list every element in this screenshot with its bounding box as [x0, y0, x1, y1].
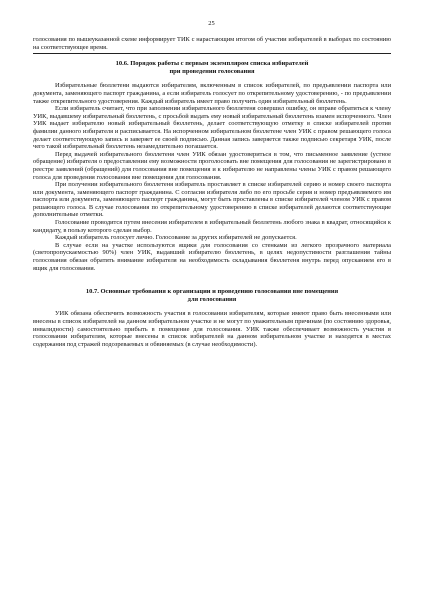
- section-10-6-paragraph: Избирательные бюллетени выдаются избирателям, включенным в список избирателей, по предъявлении паспорта или документа, заменяющего паспорт гражданина, а если избиратель голосует по открепительному удостоверению, - по предъявлении также открепительного удостоверения. Каждый избиратель имеет право получить один избирательный бюллетень.: [33, 82, 391, 105]
- section-10-6-paragraph: Голосование проводится путем внесения избирателем в избирательный бюллетень любого знака в квадрат, относящийся к кандидату, в пользу которого сделан выбор.: [33, 219, 391, 234]
- section-10-6-paragraph: В случае если на участке используются ящики для голосования со стенками из легкого прозрачного материала (светопропускаемостью 90%) член УИК, выдавший избирателю бюллетень, в целях недопустимости разглашения тайны голосования обязан обратить внимание избирателя на необходимость складывания бюллетеня внутрь перед опусканием его в ящик для голосования.: [33, 241, 391, 272]
- section-10-6-paragraph: Перед выдачей избирательного бюллетеня член УИК обязан удостовериться в том, что письменное заявление (устное обращение) избирателя о предоставлении ему возможности проголосовать вне помещения для голосования не зарегистрировано в реестре заявлений (обращений) для голосования вне помещения и к избирателю не направлены члены УИК с правом решающего голоса для проведения голосования вне помещения для голосования.: [33, 150, 391, 181]
- section-10-6-heading-line1: 10.6. Порядок работы с первым экземпляром списка избирателей: [115, 60, 309, 68]
- section-10-6-paragraph: Если избиратель считает, что при заполнении избирательного бюллетеня совершил ошибку, он вправе обратиться к члену УИК, выдавшему избирательный бюллетень, с просьбой выдать ему новый избирательный бюллетень взамен испорченного. Член УИК выдает избирателю новый избирательный бюллетень, делает соответствующую отметку в списке избирателей против фамилии данного избирателя и расписывается. На испорченном избирательном бюллетене член УИК с правом решающего голоса делает соответствующую запись и заверяет ее своей подписью. Данная запись заверяется также подписью секретаря УИК, после чего такой избирательный бюллетень незамедлительно погашается.: [33, 105, 391, 151]
- section-10-6-paragraph: При получении избирательного бюллетеня избиратель проставляет в списке избирателей серию и номер своего паспорта или документа, заменяющего паспорт гражданина. С согласия избирателя либо по его просьбе серия и номер предъявляемого им паспорта или документа, заменяющего паспорт гражданина, могут быть проставлены в списке избирателей членом УИК с правом решающего голоса. В случае голосования по открепительному удостоверению в списке избирателей делаются соответствующие дополнительные отметки.: [33, 181, 391, 219]
- section-10-6-paragraph: Каждый избиратель голосует лично. Голосование за других избирателей не допускается.: [55, 234, 297, 242]
- section-10-6-heading: [33, 60, 391, 75]
- section-10-7-heading: [33, 288, 391, 303]
- page-content: [33, 36, 391, 348]
- section-10-7-heading-line2: для голосования: [187, 295, 237, 303]
- section-10-7-heading-line1: 10.7. Основные требования к организации и проведению голосования вне помещения: [85, 288, 339, 296]
- intro-paragraph: голосования по вышеуказанной схеме информирует ТИК с нарастающим итогом об участии избирателей в выборах по состоянию на соответствующее время.: [33, 36, 391, 51]
- section-10-6-heading-line2: при проведении голосования: [169, 67, 255, 75]
- divider-line: [33, 53, 391, 54]
- section-10-7-paragraph: УИК обязана обеспечить возможность участия в голосовании избирателям, которые имеют право быть внесенными или внесены в список избирателей на данном избирательном участке и не могут по уважительным причинам (по состоянию здоровья, инвалидности) самостоятельно прибыть в помещение для голосования. УИК также обеспечивает возможность участия в голосовании избирателям, которые внесены в список избирателей на данном избирательном участке и находятся в местах содержания под стражей подозреваемых и обвиняемых (в случае необходимости).: [33, 310, 391, 348]
- page-number: 25: [208, 20, 215, 27]
